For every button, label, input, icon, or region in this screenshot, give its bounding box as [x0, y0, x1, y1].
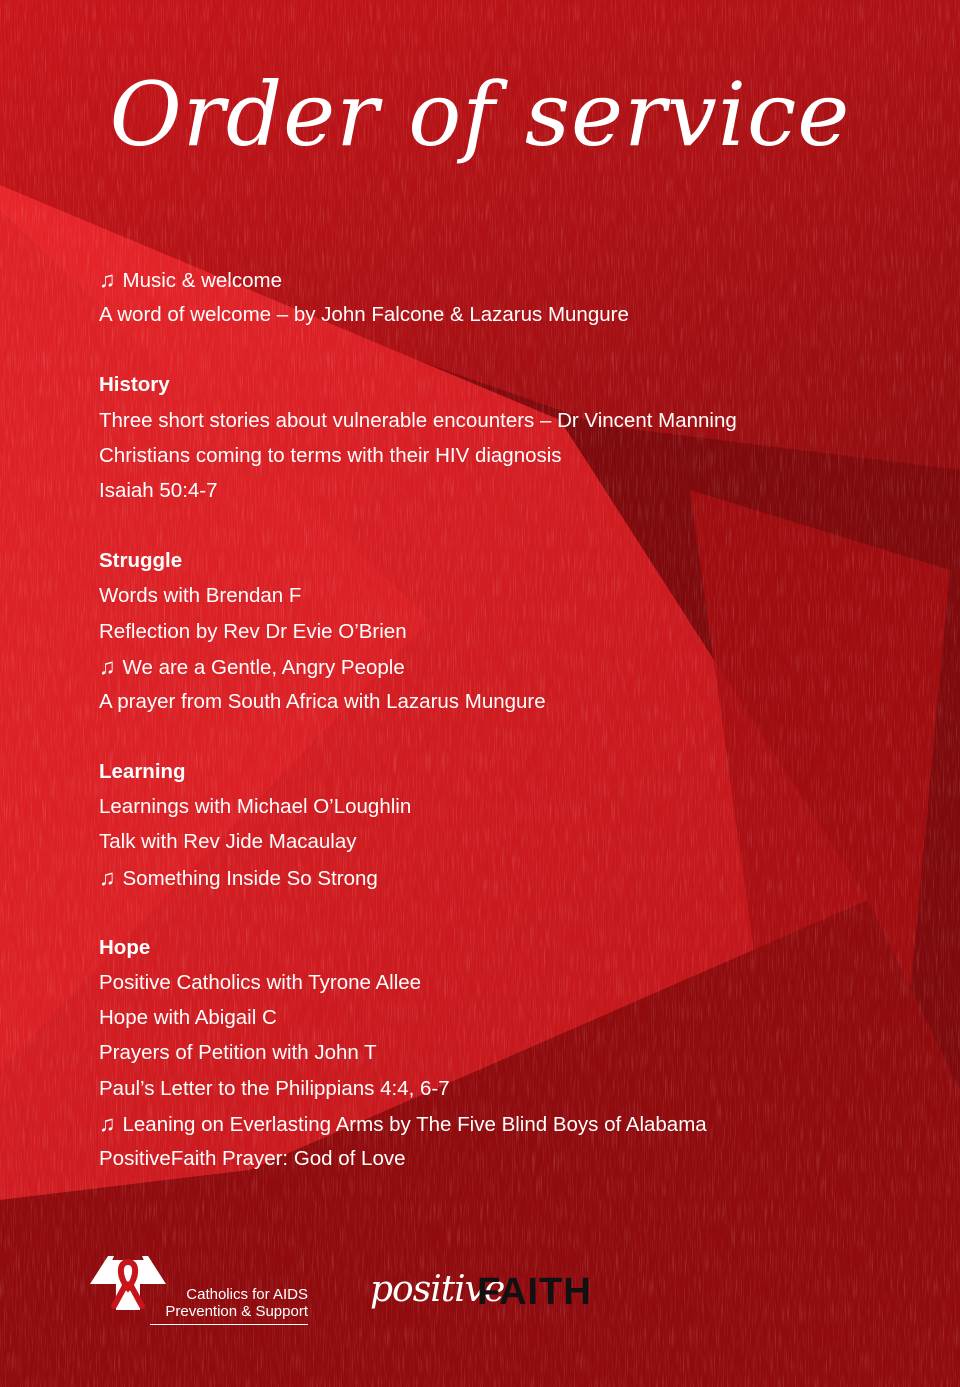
list-item — [99, 824, 859, 859]
cafod-underline — [150, 1324, 308, 1325]
item-text: Words with Brendan F — [99, 584, 302, 608]
cafod-line-2: Prevention & Support — [165, 1303, 308, 1320]
music-note-icon: ♫ — [99, 1110, 116, 1136]
list-item — [99, 403, 859, 438]
cafod-line-1: Catholics for AIDS — [186, 1286, 308, 1303]
intro-section — [99, 262, 859, 332]
section-heading: Struggle — [99, 549, 183, 573]
list-item — [99, 614, 859, 649]
list-item — [99, 1035, 859, 1070]
item-text: We are a Gentle, Angry People — [122, 655, 405, 679]
list-item — [99, 262, 859, 297]
item-text: Learnings with Michael O’Loughlin — [99, 795, 412, 819]
item-text: Positive Catholics with Tyrone Allee — [99, 971, 422, 994]
item-text: Three short stories about vulnerable encounters – Dr Vincent Manning — [99, 408, 737, 432]
cafod-logo — [88, 1244, 328, 1334]
item-text: Christians coming to terms with their HIV diagnosis — [99, 443, 562, 467]
logo-script-word: positive — [370, 1269, 505, 1310]
section-learning — [99, 754, 859, 895]
list-item — [99, 965, 859, 1000]
page-title: Order of service — [109, 63, 851, 166]
positive-faith-logo — [370, 1255, 630, 1345]
cafod-name — [150, 1286, 308, 1320]
list-item — [99, 438, 859, 473]
item-text: Reflection by Rev Dr Evie O’Brien — [99, 619, 407, 643]
list-item — [99, 1141, 859, 1176]
item-text: A prayer from South Africa with Lazarus Mungure — [99, 689, 546, 713]
service-order — [99, 262, 859, 1211]
list-item — [99, 1071, 859, 1106]
logo-bold-word: FAITH — [477, 1271, 592, 1313]
section-heading: Hope — [99, 935, 151, 959]
item-text: Talk with Rev Jide Macaulay — [99, 830, 357, 854]
item-text: Paul’s Letter to the Philippians 4:4, 6-7 — [99, 1076, 450, 1100]
list-item — [99, 684, 859, 719]
item-text: Music & welcome — [122, 269, 282, 292]
section-struggle — [99, 543, 859, 719]
list-item — [99, 789, 859, 824]
item-text: A word of welcome – by John Falcone & Lazarus Mungure — [99, 303, 629, 327]
item-text: Isaiah 50:4-7 — [99, 478, 218, 502]
item-text: Leaning on Everlasting Arms by The Five Blind Boys of Alabama — [122, 1112, 707, 1136]
list-item — [99, 1106, 859, 1141]
list-item — [99, 297, 859, 332]
section-history — [99, 367, 859, 508]
section-heading: History — [99, 373, 170, 397]
list-item — [99, 578, 859, 613]
list-item — [99, 1000, 859, 1035]
music-note-icon: ♫ — [99, 653, 116, 679]
list-item — [99, 473, 859, 508]
section-hope — [99, 930, 859, 1176]
music-note-icon: ♫ — [99, 864, 116, 890]
item-text: PositiveFaith Prayer: God of Love — [99, 1146, 406, 1170]
list-item — [99, 649, 859, 684]
item-text: Prayers of Petition with John T — [99, 1041, 377, 1065]
section-heading: Learning — [99, 760, 186, 784]
item-text: Something Inside So Strong — [122, 866, 378, 890]
item-text: Hope with Abigail C — [99, 1006, 277, 1030]
list-item — [99, 860, 859, 895]
music-note-icon: ♫ — [99, 267, 116, 292]
